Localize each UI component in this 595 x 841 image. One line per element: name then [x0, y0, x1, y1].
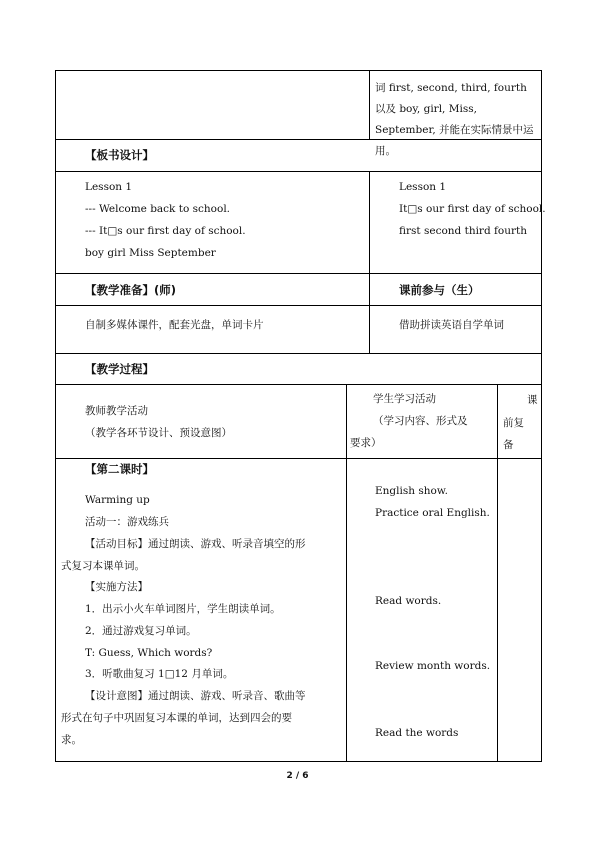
column-divider	[346, 384, 347, 761]
teacher-step: T: Guess, Which words?	[85, 647, 213, 659]
table-bottom-border	[55, 761, 542, 762]
review-header: 备	[503, 439, 514, 451]
board-left-line: --- It□s our first day of school.	[85, 225, 246, 237]
teacher-activity-subheader: （教学各环节设计、预设意图）	[85, 427, 232, 439]
teacher-step: 【活动目标】通过朗读、游戏、听录音填空的形	[85, 538, 306, 550]
board-right-line: It□s our first day of school.	[399, 203, 546, 215]
student-step: Practice oral English.	[375, 507, 490, 519]
teacher-step: 形式在句子中巩固复习本课的单词，达到四会的要	[61, 712, 292, 724]
column-divider	[369, 273, 370, 353]
teacher-step: 【实施方法】	[85, 581, 148, 593]
table-left-border	[55, 70, 56, 762]
student-step: Review month words.	[375, 660, 491, 672]
process-heading: 【教学过程】	[85, 362, 154, 376]
row-divider	[55, 305, 542, 306]
student-prep-text: 借助拼读英语自学单词	[399, 319, 504, 331]
student-prep-heading: 课前参与（生）	[399, 283, 480, 297]
teacher-step: 求。	[61, 734, 82, 746]
board-design-heading: 【板书设计】	[85, 148, 154, 162]
review-header: 前复	[503, 417, 524, 429]
row-divider	[55, 353, 542, 354]
board-left-line: boy girl Miss September	[85, 247, 216, 259]
row-divider	[55, 171, 542, 172]
table-right-border	[541, 70, 542, 762]
column-divider	[497, 384, 498, 761]
page-number: 2 / 6	[286, 771, 309, 781]
student-activity-header: 学生学习活动	[373, 393, 436, 405]
student-step: Read the words	[375, 727, 459, 739]
teacher-step: Warming up	[85, 494, 150, 506]
column-divider	[369, 70, 370, 139]
teacher-step: 【设计意图】通过朗读、游戏、听录音、歌曲等	[85, 690, 306, 702]
board-right-line: first second third fourth	[399, 225, 527, 237]
table-top-border	[55, 70, 542, 71]
column-divider	[369, 171, 370, 273]
board-left-line: Lesson 1	[85, 181, 133, 193]
lesson2-heading: 【第二课时】	[85, 462, 154, 476]
teacher-step: 1．出示小火车单词图片，学生朗读单词。	[85, 603, 281, 615]
student-step: Read words.	[375, 595, 442, 607]
teacher-step: 活动一：游戏练兵	[85, 516, 169, 528]
teacher-prep-text: 自制多媒体课件，配套光盘，单词卡片	[85, 319, 264, 331]
objective-text: 词 first, second, third, fourth 以及 boy, girl, Miss, September, 并能在实际情景中运用。	[375, 82, 534, 157]
teacher-step: 3．听歌曲复习 1□12 月单词。	[85, 668, 234, 680]
row-divider	[55, 273, 542, 274]
teacher-activity-header: 教师教学活动	[85, 405, 148, 417]
teacher-step: 2．通过游戏复习单词。	[85, 625, 197, 637]
row-divider	[55, 458, 542, 459]
review-header: 课	[527, 394, 538, 406]
student-activity-subheader: （学习内容、形式及	[373, 415, 468, 427]
student-step: English show.	[375, 485, 448, 497]
board-left-line: --- Welcome back to school.	[85, 203, 231, 215]
board-right-line: Lesson 1	[399, 181, 447, 193]
teacher-step: 式复习本课单词。	[61, 560, 145, 572]
student-activity-subheader: 要求）	[350, 437, 382, 449]
teacher-prep-heading: 【教学准备】(师)	[85, 283, 177, 297]
row-divider	[55, 384, 542, 385]
